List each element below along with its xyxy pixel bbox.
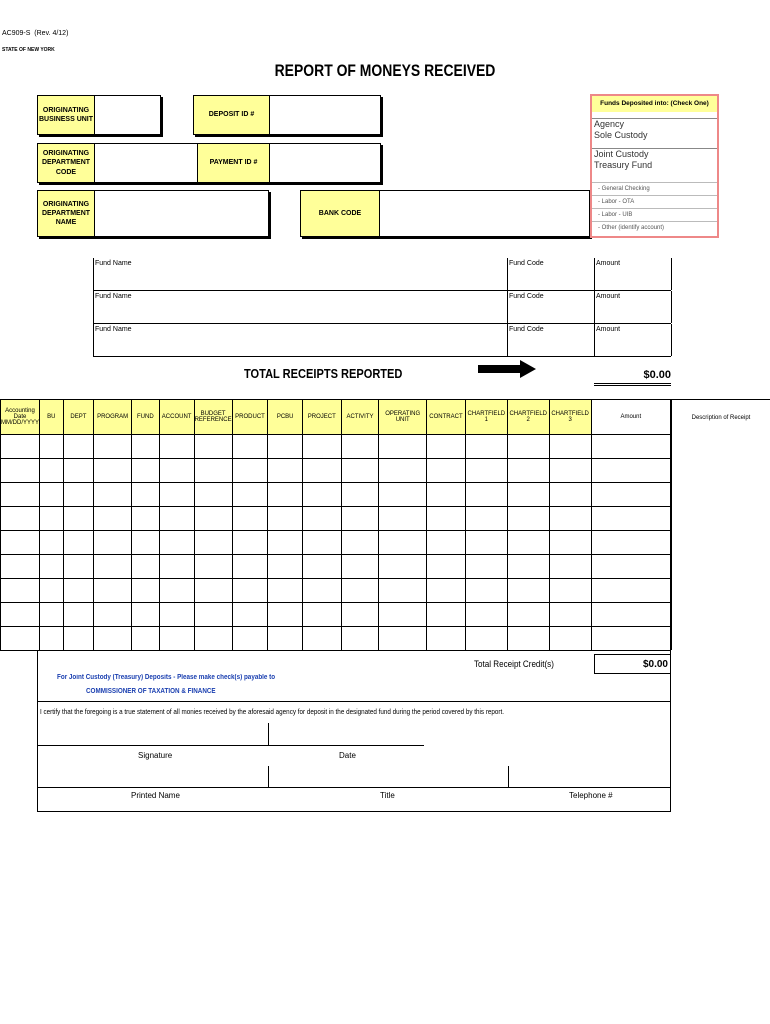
table-cell-input[interactable] — [379, 507, 427, 531]
divider — [37, 701, 671, 702]
orig-dept-code-input[interactable] — [94, 144, 197, 182]
total-credits-label: Total Receipt Credit(s) — [474, 659, 554, 670]
table-cell-input[interactable] — [302, 555, 341, 579]
column-header: ACCOUNT — [159, 400, 194, 435]
fund-line-3[interactable] — [93, 324, 671, 357]
fund-code-label: Fund Code — [507, 291, 565, 323]
page-title: REPORT OF MONEYS RECEIVED — [274, 61, 496, 80]
table-cell-input[interactable] — [341, 483, 379, 507]
table-cell-input[interactable] — [591, 579, 670, 603]
table-cell-input[interactable] — [549, 435, 591, 459]
column-header: PRODUCT — [232, 400, 268, 435]
table-cell-input[interactable] — [94, 483, 132, 507]
table-row — [1, 459, 671, 483]
signature-label: Signature — [138, 751, 173, 760]
table-cell-input[interactable] — [379, 459, 427, 483]
printed-name-label: Printed Name — [131, 791, 180, 800]
column-header: BUDGET REFERENCE — [194, 400, 232, 435]
total-receipts-label: TOTAL RECEIPTS REPORTED — [244, 366, 403, 381]
table-cell-input[interactable] — [232, 435, 268, 459]
orig-dept-code-label: ORIGINATING DEPARTMENT CODE — [38, 144, 94, 182]
table-cell-input[interactable] — [159, 435, 194, 459]
orig-bu-group — [37, 95, 161, 135]
fund-line-2[interactable] — [93, 291, 671, 324]
table-cell-input[interactable] — [302, 603, 341, 627]
table-cell-input[interactable] — [465, 435, 507, 459]
table-cell-input[interactable] — [549, 507, 591, 531]
table-cell-input[interactable] — [427, 459, 466, 483]
telephone-label: Telephone # — [569, 791, 613, 800]
sub-general-checking[interactable]: - General Checking — [592, 182, 717, 195]
column-header: DEPT — [63, 400, 94, 435]
title-input[interactable] — [270, 766, 506, 787]
signature-line — [37, 745, 424, 746]
column-header: OPERATING UNIT — [379, 400, 427, 435]
table-cell-input[interactable] — [268, 531, 303, 555]
option-agency-sole[interactable] — [592, 118, 717, 142]
payment-id-input[interactable] — [269, 144, 380, 182]
total-receipts-value: $0.00 — [594, 369, 671, 386]
table-cell-input[interactable] — [232, 603, 268, 627]
table-cell-input[interactable] — [1, 627, 40, 651]
table-cell-input[interactable] — [63, 483, 94, 507]
table-cell-input[interactable] — [63, 603, 94, 627]
sole-custody-label: Sole Custody — [594, 130, 648, 141]
table-cell-input[interactable] — [159, 603, 194, 627]
table-cell-input[interactable] — [427, 555, 466, 579]
table-cell-input[interactable] — [63, 507, 94, 531]
table-cell-input[interactable] — [507, 603, 549, 627]
table-cell-input[interactable] — [465, 507, 507, 531]
table-cell-input[interactable] — [341, 579, 379, 603]
table-cell-input[interactable] — [341, 555, 379, 579]
table-cell-input[interactable] — [341, 627, 379, 651]
form-number: AC909-S — [2, 30, 31, 37]
date-label: Date — [339, 751, 356, 760]
sub-labor-ota[interactable]: - Labor - OTA — [592, 195, 717, 208]
table-cell-input[interactable] — [40, 531, 64, 555]
table-cell-input[interactable] — [194, 627, 232, 651]
table-cell-input[interactable] — [549, 483, 591, 507]
table-cell-input[interactable] — [379, 579, 427, 603]
table-cell-input[interactable] — [465, 531, 507, 555]
form-id — [2, 30, 68, 37]
table-cell-input[interactable] — [40, 435, 64, 459]
table-cell-input[interactable] — [94, 459, 132, 483]
table-cell-input[interactable] — [465, 579, 507, 603]
table-cell-input[interactable] — [341, 459, 379, 483]
table-cell-input[interactable] — [379, 435, 427, 459]
column-header: PCBU — [268, 400, 303, 435]
fund-name-label: Fund Name — [95, 293, 132, 300]
table-cell-input[interactable] — [1, 555, 40, 579]
payment-id-label: PAYMENT ID # — [197, 144, 269, 182]
table-cell-input[interactable] — [132, 603, 160, 627]
table-cell-input[interactable] — [507, 459, 549, 483]
table-cell-input[interactable] — [40, 603, 64, 627]
orig-bu-label: ORIGINATING BUSINESS UNIT — [38, 96, 94, 134]
table-row — [1, 435, 671, 459]
table-cell-input[interactable] — [63, 435, 94, 459]
table-cell-input[interactable] — [591, 531, 670, 555]
table-cell-input[interactable] — [465, 459, 507, 483]
date-input[interactable] — [270, 723, 422, 745]
column-header: Amount — [591, 400, 670, 435]
table-row — [1, 531, 671, 555]
table-cell-input[interactable] — [94, 507, 132, 531]
column-header: CHARTFIELD 2 — [507, 400, 549, 435]
table-cell-input[interactable] — [40, 579, 64, 603]
table-cell-input[interactable] — [302, 507, 341, 531]
table-cell-input[interactable] — [94, 579, 132, 603]
table-cell-input[interactable] — [63, 579, 94, 603]
table-cell-input[interactable] — [341, 507, 379, 531]
treasury-fund-label: Treasury Fund — [594, 160, 653, 171]
table-cell-input[interactable] — [40, 459, 64, 483]
table-cell-input[interactable] — [427, 435, 466, 459]
fund-line-1[interactable] — [93, 258, 671, 291]
table-cell-input[interactable] — [132, 507, 160, 531]
table-cell-input[interactable] — [427, 579, 466, 603]
amount-label: Amount — [594, 258, 672, 290]
orig-bu-input[interactable] — [94, 96, 160, 134]
table-cell-input[interactable] — [591, 507, 670, 531]
bank-code-label: BANK CODE — [301, 191, 379, 236]
amount-label: Amount — [594, 324, 672, 356]
table-cell-input[interactable] — [341, 531, 379, 555]
table-cell-input[interactable] — [159, 531, 194, 555]
table-cell-input[interactable] — [427, 603, 466, 627]
table-cell-input[interactable] — [268, 555, 303, 579]
column-header: CHARTFIELD 3 — [549, 400, 591, 435]
table-cell-input[interactable] — [302, 579, 341, 603]
table-cell-input[interactable] — [427, 531, 466, 555]
table-cell-input[interactable] — [465, 555, 507, 579]
table-cell-input[interactable] — [507, 555, 549, 579]
table-cell-input[interactable] — [132, 555, 160, 579]
table-cell-input[interactable] — [379, 555, 427, 579]
table-cell-input[interactable] — [94, 555, 132, 579]
table-cell-input[interactable] — [63, 627, 94, 651]
table-cell-input[interactable] — [268, 603, 303, 627]
fund-name-label: Fund Name — [95, 260, 132, 267]
table-row — [1, 603, 671, 627]
form-revision: (Rev. 4/12) — [34, 30, 69, 37]
table-row — [1, 579, 671, 603]
table-cell-input[interactable] — [591, 627, 670, 651]
orig-dept-name-label: ORIGINATING DEPARTMENT NAME — [38, 191, 94, 236]
column-header: Accounting Date MM/DD/YYYY — [1, 400, 40, 435]
table-cell-input[interactable] — [549, 603, 591, 627]
table-cell-input[interactable] — [268, 579, 303, 603]
agency-label: Agency — [594, 119, 625, 129]
column-header: CHARTFIELD 1 — [465, 400, 507, 435]
table-cell-input[interactable] — [194, 507, 232, 531]
table-cell-input[interactable] — [1, 507, 40, 531]
table-cell-input[interactable] — [159, 627, 194, 651]
table-cell-input[interactable] — [268, 459, 303, 483]
table-cell-input[interactable] — [40, 507, 64, 531]
fund-name-label: Fund Name — [95, 326, 132, 333]
table-cell-input[interactable] — [549, 531, 591, 555]
table-cell-input[interactable] — [194, 459, 232, 483]
table-cell-input[interactable] — [549, 555, 591, 579]
table-cell-input[interactable] — [591, 459, 670, 483]
column-header: BU — [40, 400, 64, 435]
column-header: CONTRACT — [427, 400, 466, 435]
orig-dept-name-group — [37, 190, 269, 237]
state-label: STATE OF NEW YORK — [2, 47, 55, 53]
title-label: Title — [380, 791, 395, 800]
table-row — [1, 627, 671, 651]
printed-name-input[interactable] — [40, 766, 266, 787]
table-cell-input[interactable] — [427, 627, 466, 651]
table-cell-input[interactable] — [232, 531, 268, 555]
orig-dept-name-input[interactable] — [94, 191, 268, 236]
arrow-right-icon — [478, 360, 538, 378]
divider — [268, 766, 269, 787]
joint-custody-label: Joint Custody — [594, 149, 649, 159]
joint-custody-notice: For Joint Custody (Treasury) Deposits - Please make check(s) payable to — [57, 674, 276, 681]
table-cell-input[interactable] — [159, 555, 194, 579]
table-cell-input[interactable] — [194, 555, 232, 579]
table-cell-input[interactable] — [341, 435, 379, 459]
table-cell-input[interactable] — [94, 435, 132, 459]
table-cell-input[interactable] — [507, 627, 549, 651]
table-cell-input[interactable] — [591, 555, 670, 579]
table-cell-input[interactable] — [591, 603, 670, 627]
deposit-id-label: DEPOSIT ID # — [194, 96, 269, 134]
funds-deposited-box — [590, 94, 719, 238]
table-cell-input[interactable] — [194, 603, 232, 627]
table-cell-input[interactable] — [132, 531, 160, 555]
table-cell-input[interactable] — [1, 483, 40, 507]
amount-label: Amount — [594, 291, 672, 323]
table-cell-input[interactable] — [379, 603, 427, 627]
table-cell-input[interactable] — [268, 627, 303, 651]
table-cell-input[interactable] — [507, 435, 549, 459]
orig-dept-code-group — [37, 143, 381, 183]
column-header: FUND — [132, 400, 160, 435]
table-cell-input[interactable] — [194, 531, 232, 555]
table-cell-input[interactable] — [591, 435, 670, 459]
table-cell-input[interactable] — [379, 483, 427, 507]
table-cell-input[interactable] — [132, 579, 160, 603]
table-cell-input[interactable] — [549, 579, 591, 603]
table-cell-input[interactable] — [194, 579, 232, 603]
table-cell-input[interactable] — [232, 579, 268, 603]
table-cell-input[interactable] — [1, 435, 40, 459]
table-header-row — [1, 400, 671, 435]
table-cell-input[interactable] — [232, 459, 268, 483]
table-cell-input[interactable] — [549, 459, 591, 483]
divider — [508, 766, 509, 787]
table-cell-input[interactable] — [94, 531, 132, 555]
table-cell-input[interactable] — [132, 627, 160, 651]
table-cell-input[interactable] — [94, 627, 132, 651]
table-cell-input[interactable] — [302, 483, 341, 507]
table-cell-input[interactable] — [465, 603, 507, 627]
bank-code-input[interactable] — [379, 191, 589, 236]
table-cell-input[interactable] — [591, 483, 670, 507]
column-header: ACTIVITY — [341, 400, 379, 435]
table-cell-input[interactable] — [427, 483, 466, 507]
table-cell-input[interactable] — [379, 627, 427, 651]
description-header: Description of Receipt — [691, 414, 751, 421]
fund-code-label: Fund Code — [507, 324, 565, 356]
table-cell-input[interactable] — [232, 627, 268, 651]
name-line — [37, 787, 671, 788]
deposit-id-group — [193, 95, 381, 135]
table-cell-input[interactable] — [63, 531, 94, 555]
table-cell-input[interactable] — [132, 483, 160, 507]
table-cell-input[interactable] — [268, 483, 303, 507]
table-cell-input[interactable] — [63, 555, 94, 579]
table-cell-input[interactable] — [159, 459, 194, 483]
table-cell-input[interactable] — [159, 579, 194, 603]
table-cell-input[interactable] — [549, 627, 591, 651]
table-cell-input[interactable] — [194, 435, 232, 459]
table-cell-input[interactable] — [63, 459, 94, 483]
table-cell-input[interactable] — [1, 579, 40, 603]
table-cell-input[interactable] — [268, 507, 303, 531]
table-cell-input[interactable] — [341, 603, 379, 627]
table-cell-input[interactable] — [507, 507, 549, 531]
table-row — [1, 555, 671, 579]
telephone-input[interactable] — [510, 766, 670, 787]
table-cell-input[interactable] — [302, 531, 341, 555]
table-cell-input[interactable] — [40, 483, 64, 507]
table-cell-input[interactable] — [465, 483, 507, 507]
table-cell-input[interactable] — [232, 507, 268, 531]
table-cell-input[interactable] — [232, 555, 268, 579]
table-cell-input[interactable] — [159, 507, 194, 531]
table-cell-input[interactable] — [40, 555, 64, 579]
divider — [268, 723, 269, 745]
table-cell-input[interactable] — [132, 459, 160, 483]
sub-other[interactable]: - Other (identify account) — [592, 221, 717, 234]
funds-header: Funds Deposited into: (Check One) — [592, 96, 717, 112]
certification-text: I certify that the foregoing is a true statement of all monies received by the aforesaid agency for deposit in the designated fund during the period covered by this report. — [40, 707, 505, 716]
sub-labor-uib[interactable]: - Labor - UIB — [592, 208, 717, 221]
fund-code-label: Fund Code — [507, 258, 565, 290]
payable-to-notice: COMMISSIONER OF TAXATION & FINANCE — [86, 688, 216, 695]
table-cell-input[interactable] — [232, 483, 268, 507]
description-column[interactable] — [671, 399, 770, 650]
table-cell-input[interactable] — [132, 435, 160, 459]
table-cell-input[interactable] — [379, 531, 427, 555]
table-cell-input[interactable] — [40, 627, 64, 651]
table-cell-input[interactable] — [1, 459, 40, 483]
table-row — [1, 507, 671, 531]
table-row — [1, 483, 671, 507]
table-cell-input[interactable] — [302, 627, 341, 651]
receipts-table — [0, 399, 671, 651]
table-cell-input[interactable] — [268, 435, 303, 459]
signature-input[interactable] — [40, 723, 266, 745]
table-cell-input[interactable] — [159, 483, 194, 507]
table-cell-input[interactable] — [507, 579, 549, 603]
deposit-id-input[interactable] — [269, 96, 380, 134]
table-cell-input[interactable] — [194, 483, 232, 507]
table-cell-input[interactable] — [427, 507, 466, 531]
option-joint-treasury[interactable] — [592, 148, 717, 172]
bank-code-group — [300, 190, 590, 237]
table-cell-input[interactable] — [1, 531, 40, 555]
table-cell-input[interactable] — [302, 435, 341, 459]
table-cell-input[interactable] — [507, 531, 549, 555]
table-cell-input[interactable] — [507, 483, 549, 507]
table-cell-input[interactable] — [302, 459, 341, 483]
table-cell-input[interactable] — [94, 603, 132, 627]
table-cell-input[interactable] — [465, 627, 507, 651]
table-cell-input[interactable] — [1, 603, 40, 627]
total-credits-value: $0.00 — [594, 654, 671, 674]
column-header: PROJECT — [302, 400, 341, 435]
column-header: PROGRAM — [94, 400, 132, 435]
